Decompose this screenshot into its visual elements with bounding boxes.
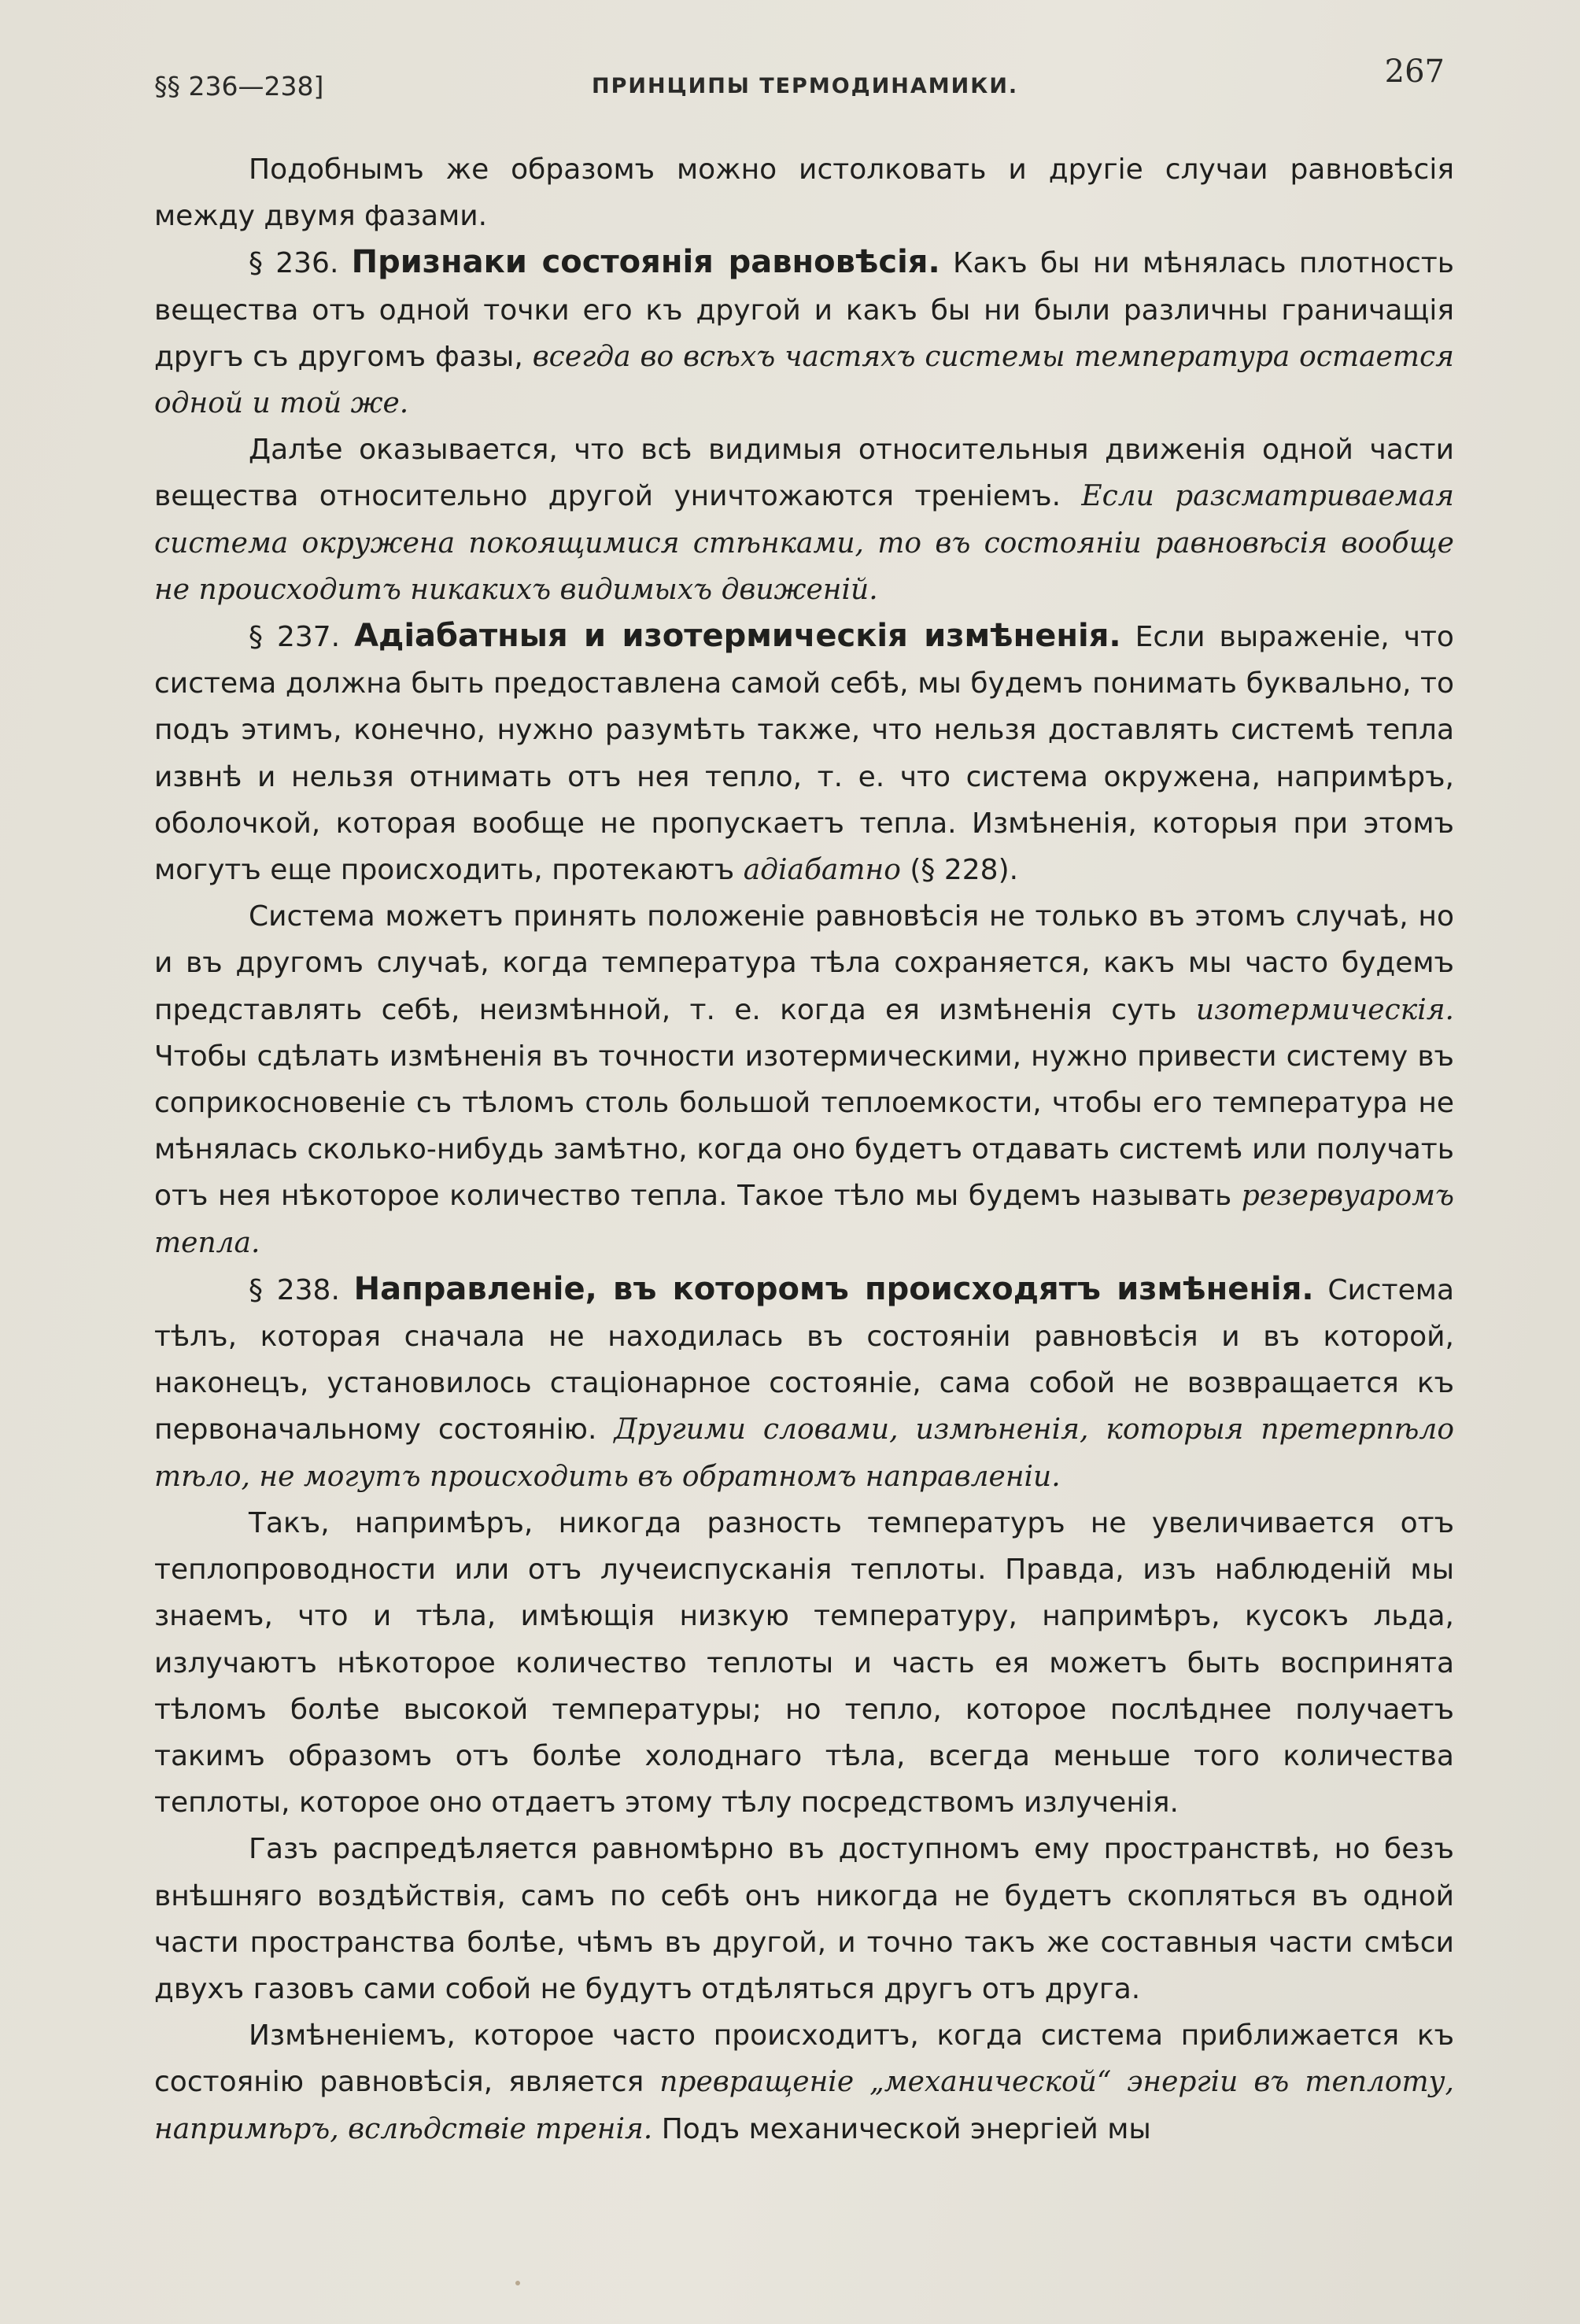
emphasized-text: превращеніе „механической“ энергіи въ теплоту, напримѣръ, вслѣдствіе тренія. xyxy=(154,2066,1454,2145)
emphasized-text-2: резервуаромъ тепла. xyxy=(154,1180,1454,1259)
paragraph-text: Какъ бы ни мѣнялась плотность вещества отъ одной точки его къ другой и какъ бы ни были различны граничащія другъ съ другомъ фазы, xyxy=(154,247,1454,373)
paragraph-text: Газъ распредѣляется равномѣрно въ доступномъ ему пространствѣ, но безъ внѣшняго воздѣйствія, самъ по себѣ онъ никогда не будетъ скопляться въ одной части пространства болѣе, чѣмъ въ другой, и точно такъ же составныя части смѣси двухъ газовъ сами собой не будутъ отдѣляться другъ отъ друга. xyxy=(154,1833,1454,2005)
emphasized-text: всегда во всѣхъ частяхъ системы температура остается одной и той же. xyxy=(154,340,1454,420)
emphasized-text: Другими словами, измѣненія, которыя претерпѣло тѣло, не могутъ происходить въ обратномъ направленіи. xyxy=(154,1413,1454,1493)
paragraph-energy xyxy=(154,2012,1454,2152)
page-number: 267 xyxy=(1384,54,1445,90)
section-number: § 238. xyxy=(249,1273,340,1306)
paragraph-friction xyxy=(154,427,1454,613)
emphasized-text: адіабатно xyxy=(743,854,901,887)
section-title: Признаки состоянія равновѣсія. xyxy=(351,244,940,281)
paragraph-text-after: (§ 228). xyxy=(910,854,1019,887)
running-title: ПРИНЦИПЫ ТЕРМОДИНАМИКИ. xyxy=(592,74,1019,98)
page-body xyxy=(154,146,1454,2152)
emphasized-text: изотермическія. xyxy=(1195,993,1454,1026)
section-title: Направленіе, въ которомъ происходятъ измѣненія. xyxy=(353,1270,1314,1307)
paragraph-text: Такъ, напримѣръ, никогда разность температуръ не увеличивается отъ теплопроводности или отъ лучеиспусканія теплоты. Правда, изъ наблюденій мы знаемъ, что и тѣла, имѣющія низкую температуру, напримѣръ, кусокъ льда, излучаютъ нѣкоторое количество теплоты и часть ея можетъ быть воспринята тѣломъ болѣе высокой температуры; но тепло, которое послѣднее получаетъ такимъ образомъ отъ болѣе холоднаго тѣла, всегда меньше того количества теплоты, которое оно отдаетъ этому тѣлу посредствомъ излученія. xyxy=(154,1506,1454,1820)
paragraph-gas xyxy=(154,1826,1454,2012)
paragraph-text: Система тѣлъ, которая сначала не находилась въ состояніи равновѣсія и въ которой, наконецъ, установилось стаціонарное состояніе, сама собой не возвращается къ первоначальному состоянію. xyxy=(154,1273,1455,1446)
emphasized-text: Если разсматриваемая система окружена покоящимися стѣнками, то въ состояніи равновѣсія вообще не происходитъ никакихъ видимыхъ движеній. xyxy=(154,480,1454,606)
paragraph-text: Далѣе оказывается, что всѣ видимыя относительныя движенія одной части вещества относительно другой уничтожаются треніемъ. xyxy=(154,434,1454,513)
paper-speck xyxy=(515,2281,520,2285)
section-range: §§ 236—238] xyxy=(154,71,324,102)
paragraph-section-236 xyxy=(154,239,1454,427)
paragraph-text: Подобнымъ же образомъ можно истолковать и другіе случаи равновѣсія между двумя фазами. xyxy=(154,153,1454,233)
paragraph-section-237 xyxy=(154,613,1454,893)
section-number: § 237. xyxy=(249,621,341,654)
paragraph-temperature xyxy=(154,1500,1454,1826)
paragraph-text: Система можетъ принять положеніе равновѣсія не только въ этомъ случаѣ, но и въ другомъ случаѣ, когда температура тѣла сохраняется, какъ мы часто будемъ представлять себѣ, неизмѣнной, т. е. когда ея измѣненія суть xyxy=(154,900,1454,1026)
section-title: Адіабатныя и изотермическія измѣненія. xyxy=(354,618,1121,655)
paragraph-text: Если выраженіе, что система должна быть предоставлена самой себѣ, мы будемъ понимать буквально, то подъ этимъ, конечно, нужно разумѣть также, что нельзя доставлять системѣ тепла извнѣ и нельзя отнимать отъ нея тепло, т. е. что система окружена, напримѣръ, оболочкой, которая вообще не пропускаетъ тепла. Измѣненія, которыя при этомъ могутъ еще происходить, протекаютъ xyxy=(154,621,1454,887)
paragraph-isothermal xyxy=(154,893,1454,1266)
section-number: § 236. xyxy=(249,247,339,280)
running-header xyxy=(154,50,1445,113)
paragraph-text-after: Чтобы сдѣлать измѣненія въ точности изотермическими, нужно привести систему въ соприкосновеніе съ тѣломъ столь большой теплоемкости, чтобы его температура не мѣнялась сколько-нибудь замѣтно, когда оно будетъ отдавать системѣ или получать отъ нея нѣкоторое количество тепла. Такое тѣло мы будемъ называть xyxy=(154,1040,1454,1213)
paragraph-text-after: Подъ механической энергіей мы xyxy=(661,2112,1151,2145)
paragraph-section-238 xyxy=(154,1266,1454,1500)
paragraph-intro xyxy=(154,146,1454,239)
paragraph-text: Измѣненіемъ, которое часто происходитъ, когда система приближается къ состоянію равновѣсія, является xyxy=(154,2019,1454,2099)
